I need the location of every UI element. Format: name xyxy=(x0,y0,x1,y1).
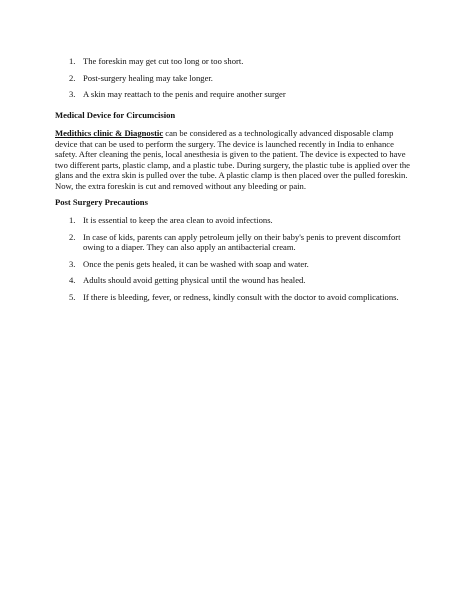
device-description-text: can be considered as a technologically advanced disposable clamp device that can be used to perform the surgery. The device is launched recently in India to enhance safety. After cleaning the penis, local anesthesia is given to the patient. The device is expected to have two different parts, plastic clamp, and a plastic tube. During surgery, the plastic tube is applied over the glans and the extra skin is pulled over the tube. A plastic clamp is then placed over the pulled foreskin. Now, the extra foreskin is cut and removed without any bleeding or pain. xyxy=(55,128,410,191)
list-item-text: The foreskin may get cut too long or too short. xyxy=(83,56,244,66)
list-item xyxy=(69,89,414,100)
list-item xyxy=(69,259,414,270)
clinic-link[interactable]: Medithics clinic & Diagnostic xyxy=(55,128,164,138)
list-item-number: 1. xyxy=(69,56,76,66)
list-item-text: Adults should avoid getting physical until the wound has healed. xyxy=(83,275,306,286)
list-item xyxy=(69,232,414,253)
list-item-number: 4. xyxy=(69,275,76,286)
risk-list xyxy=(69,56,414,100)
list-item xyxy=(69,275,414,286)
precautions-list xyxy=(69,215,414,303)
list-item xyxy=(69,292,414,303)
list-item-number: 3. xyxy=(69,89,76,100)
list-item xyxy=(69,73,414,84)
section-heading-post-surgery: Post Surgery Precautions xyxy=(55,197,148,207)
list-item-number: 2. xyxy=(69,72,76,83)
list-item-number: 1. xyxy=(69,215,76,225)
list-item-text: Once the penis gets healed, it can be washed with soap and water. xyxy=(83,258,309,269)
list-item-text: In case of kids, parents can apply petroleum jelly on their baby's penis to prevent discomfort owing to a diaper. They can also apply an antibacterial cream. xyxy=(83,231,401,253)
list-item xyxy=(69,215,414,226)
device-description-paragraph xyxy=(55,128,417,192)
section-heading-medical-device: Medical Device for Circumcision xyxy=(55,110,176,120)
list-item-text: If there is bleeding, fever, or redness, kindly consult with the doctor to avoid complications. xyxy=(83,291,399,302)
list-item-text: A skin may reattach to the penis and require another surger xyxy=(83,89,286,100)
list-item-number: 3. xyxy=(69,258,76,269)
list-item-text: Post-surgery healing may take longer. xyxy=(83,72,213,83)
list-item-number: 2. xyxy=(69,231,76,242)
list-item xyxy=(69,56,414,67)
list-item-text: It is essential to keep the area clean to avoid infections. xyxy=(83,215,273,225)
list-item-number: 5. xyxy=(69,291,76,302)
